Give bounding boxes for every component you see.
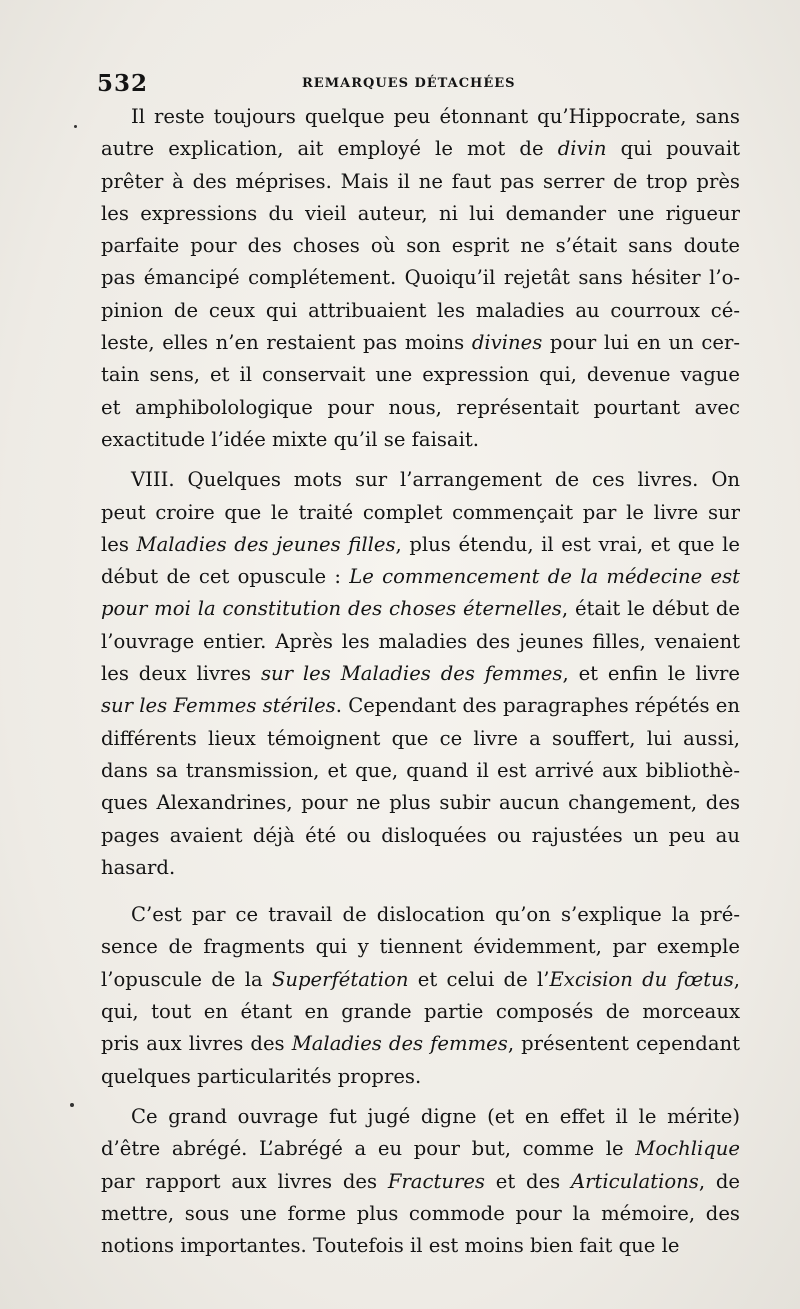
text-segment: hasard. (101, 855, 176, 879)
text-line (101, 1028, 740, 1060)
text-segment: l’opuscule de la (101, 967, 272, 991)
text-segment: pris aux livres des (101, 1032, 292, 1056)
text-segment: les expressions du vieil auteur, ni lui demander une rigueur (101, 201, 740, 225)
text-line (101, 295, 740, 327)
text-line (101, 230, 740, 262)
text-segment: qui, tout en étant en grande partie composés de morceaux (101, 1000, 740, 1024)
paragraph (101, 899, 740, 1093)
paragraph-gap (101, 456, 740, 464)
text-segment: , était le début de (561, 597, 741, 621)
italic-text: divines (471, 331, 543, 355)
text-segment: sence de fragments qui y tiennent évidemment, par exemple (101, 935, 740, 959)
text-segment: par rapport aux livres des (101, 1169, 388, 1193)
text-segment: . Cependant des paragraphes répétés en (335, 694, 741, 718)
body-text (101, 101, 740, 1262)
text-line (101, 497, 740, 529)
text-segment: et celui de l’ (408, 967, 550, 991)
italic-text: Maladies des jeunes filles (136, 532, 396, 556)
text-line (101, 392, 740, 424)
text-line (101, 658, 740, 690)
text-line (101, 1230, 740, 1262)
text-segment: les (101, 532, 137, 556)
text-segment: exactitude l’idée mixte qu’il se faisait. (101, 427, 479, 451)
text-segment: pages avaient déjà été ou disloquées ou rajustées un peu au (101, 823, 740, 847)
page-number: 532 (97, 70, 149, 97)
text-line (101, 755, 740, 787)
text-segment: ques Alexandrines, pour ne plus subir aucun changement, des (101, 791, 740, 815)
text-line (101, 1101, 740, 1133)
text-line (101, 327, 740, 359)
italic-text: Mochlique (635, 1137, 740, 1161)
text-segment: tain sens, et il conservait une expression qui, devenue vague (101, 363, 740, 387)
text-segment: , de (698, 1169, 740, 1193)
text-segment: , plus étendu, il est vrai, et que le (395, 532, 740, 556)
text-line (101, 593, 740, 625)
italic-text: sur les Femmes stériles (101, 694, 336, 718)
text-segment: autre explication, ait employé le mot de (101, 137, 558, 161)
page-header (97, 70, 740, 100)
running-head: REMARQUES DÉTACHÉES (302, 76, 516, 91)
text-segment: parfaite pour des choses où son esprit ne s’était sans doute (101, 234, 740, 258)
text-segment: l’ouvrage entier. Après les maladies des jeunes filles, venaient (101, 629, 740, 653)
text-line (101, 198, 740, 230)
text-line (101, 529, 740, 561)
text-segment: peut croire que le traité complet commençait par le livre sur (101, 500, 740, 524)
text-segment: quelques particularités propres. (101, 1064, 422, 1088)
text-line (101, 1061, 740, 1093)
text-segment: notions importantes. Toutefois il est moins bien fait que le (101, 1234, 680, 1258)
text-segment: d’être abrégé. L’abrégé a eu pour but, comme le (101, 1137, 636, 1161)
text-segment: mettre, sous une forme plus commode pour la mémoire, des (101, 1201, 740, 1225)
text-line (101, 101, 740, 133)
text-line (101, 931, 740, 963)
text-segment: pinion de ceux qui attribuaient les maladies au courroux cé- (101, 298, 740, 322)
paragraph-gap (101, 1093, 740, 1101)
text-segment: début de cet opuscule : (101, 565, 350, 589)
italic-text: Excision du fœtus (549, 967, 734, 991)
paragraph (101, 1101, 740, 1262)
text-segment: prêter à des méprises. Mais il ne faut pas serrer de trop près (101, 169, 740, 193)
ink-speck (74, 125, 77, 128)
text-line (101, 996, 740, 1028)
text-segment: VIII. Quelques mots sur l’arrangement de ces livres. On (131, 468, 740, 492)
text-segment: pas émancipé complétement. Quoiqu’il rejetât sans hésiter l’o- (101, 266, 740, 290)
text-line (101, 262, 740, 294)
text-line (101, 1198, 740, 1230)
paragraph (101, 101, 740, 456)
italic-text: divin (557, 137, 607, 161)
text-segment: dans sa transmission, et que, quand il est arrivé aux bibliothè- (101, 758, 740, 782)
text-line (101, 561, 740, 593)
text-segment: , présentent cependant (507, 1032, 740, 1056)
text-segment: leste, elles n’en restaient pas moins (101, 331, 472, 355)
italic-text: Maladies des femmes (291, 1032, 508, 1056)
text-segment: les deux livres (101, 662, 261, 686)
italic-text: Fractures (387, 1169, 485, 1193)
text-line (101, 626, 740, 658)
text-segment: et amphibolologique pour nous, représentait pourtant avec (101, 395, 740, 419)
text-line (101, 723, 740, 755)
text-segment: et des (484, 1169, 571, 1193)
text-line (101, 133, 740, 165)
italic-text: sur les Maladies des femmes (260, 662, 563, 686)
text-line (101, 359, 740, 391)
text-line (101, 852, 740, 884)
text-line (101, 166, 740, 198)
text-segment: Ce grand ouvrage fut jugé digne (et en effet il le mérite) (131, 1104, 740, 1128)
text-line (101, 1166, 740, 1198)
text-line (101, 464, 740, 496)
italic-text: pour moi la constitution des choses éternelles (101, 597, 562, 621)
text-segment: , (733, 967, 740, 991)
text-segment: pour lui en un cer- (542, 331, 740, 355)
italic-text: Le commencement de la médecine est (349, 565, 741, 589)
text-segment: C’est par ce travail de dislocation qu’on s’explique la pré- (131, 903, 740, 927)
paragraph-gap (101, 884, 740, 899)
text-segment: Il reste toujours quelque peu étonnant qu’Hippocrate, sans (131, 105, 740, 128)
text-line (101, 690, 740, 722)
text-line (101, 787, 740, 819)
italic-text: Superfétation (271, 967, 409, 991)
text-line (101, 1133, 740, 1165)
text-line (101, 899, 740, 931)
text-line (101, 820, 740, 852)
text-line (101, 424, 740, 456)
paragraph (101, 464, 740, 884)
ink-speck (70, 1103, 74, 1107)
text-segment: , et enfin le livre (562, 662, 741, 686)
italic-text: Articulations (571, 1169, 699, 1193)
text-segment: différents lieux témoignent que ce livre a souffert, lui aussi, (101, 726, 740, 750)
text-segment: qui pouvait (606, 137, 740, 161)
text-line (101, 964, 740, 996)
